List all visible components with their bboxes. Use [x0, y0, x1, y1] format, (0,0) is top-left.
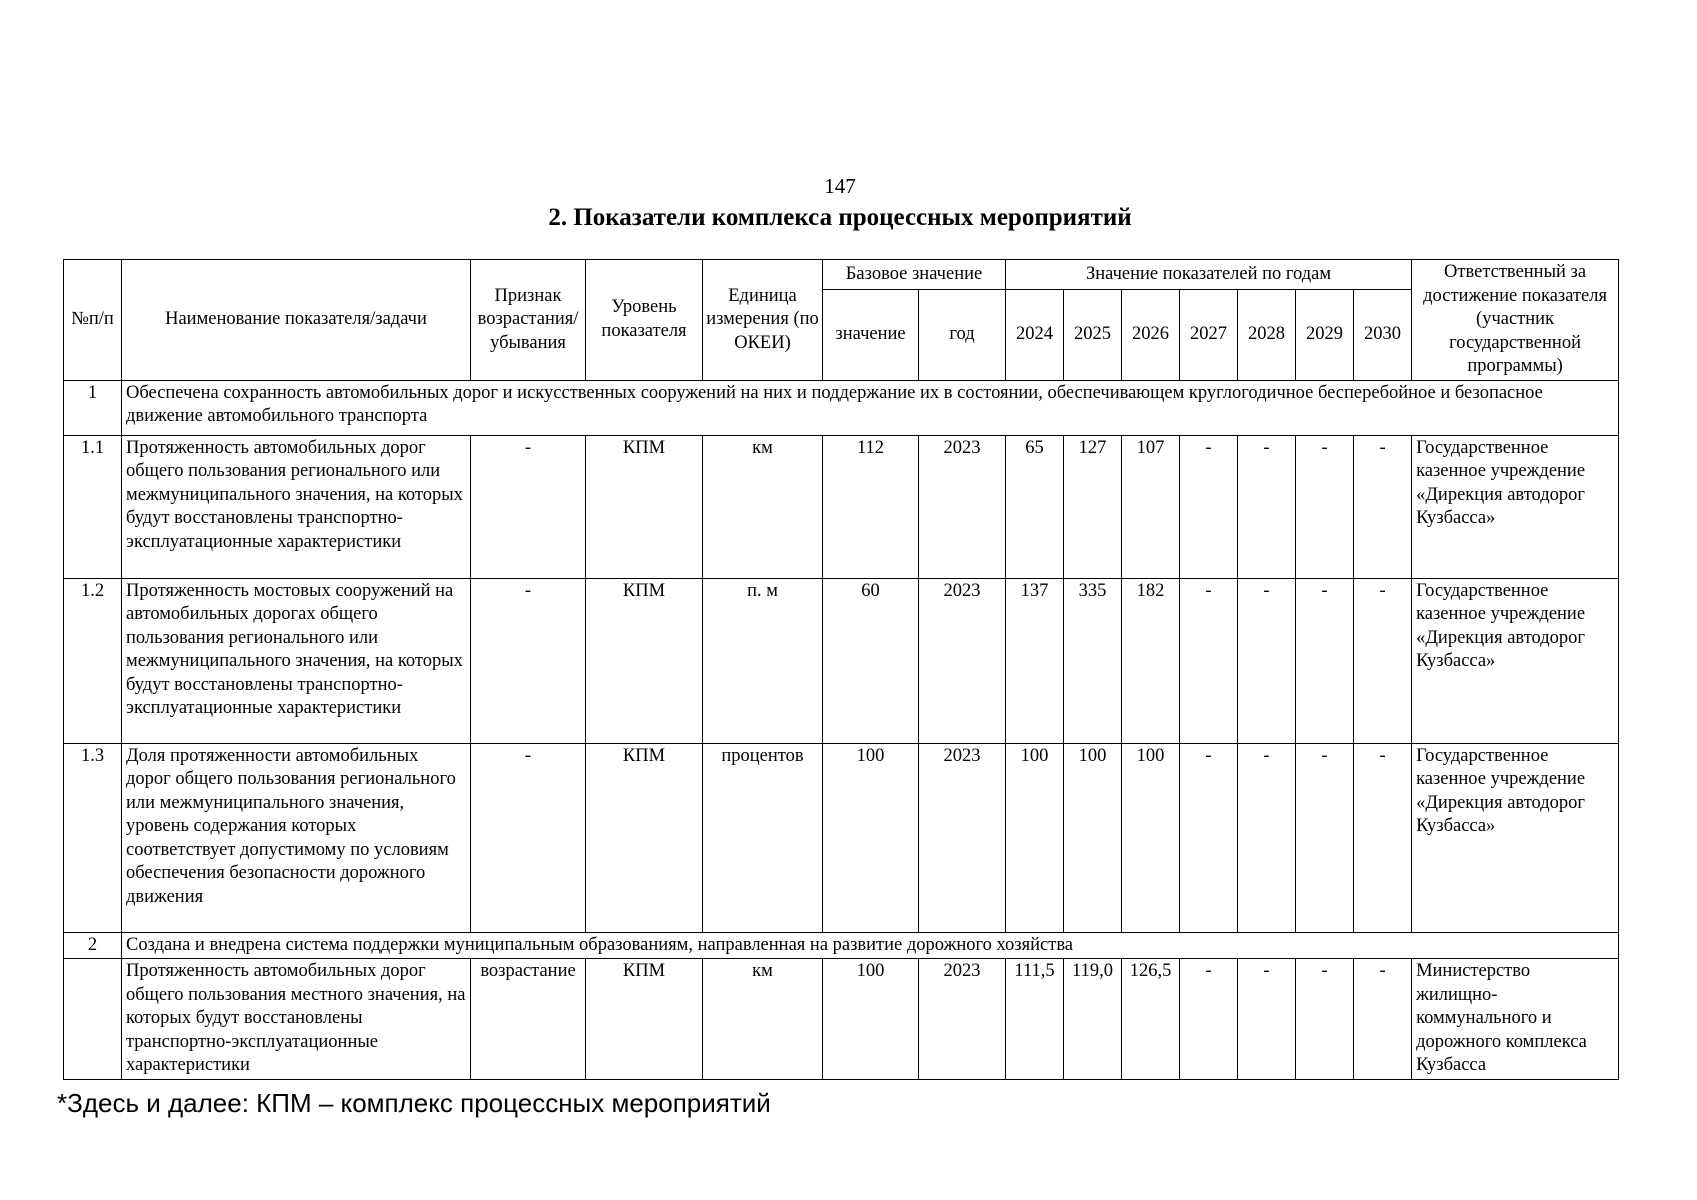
- row-sign: -: [471, 743, 586, 932]
- section-row: [64, 380, 1619, 435]
- row-responsible: Государственное казенное учреждение «Дирекция автодорог Кузбасса»: [1412, 435, 1619, 578]
- header-year-2025: 2025: [1064, 290, 1122, 380]
- row-unit: п. м: [703, 578, 823, 743]
- header-year-2027: 2027: [1180, 290, 1238, 380]
- row-value-2025: 127: [1064, 435, 1122, 578]
- header-unit: Единица измерения (по ОКЕИ): [703, 260, 823, 381]
- table-row: [64, 959, 1619, 1080]
- row-name: Протяженность автомобильных дорог общего пользования местного значения, на которых будут восстановлены транспортно-эксплуатационные характеристики: [122, 959, 471, 1080]
- indicators-table: [63, 259, 1619, 1080]
- header-base-value: значение: [823, 290, 919, 380]
- row-sign: возрастание: [471, 959, 586, 1080]
- header-base: Базовое значение: [823, 260, 1006, 290]
- row-value-2026: 182: [1122, 578, 1180, 743]
- row-responsible: Министерство жилищно-коммунального и дорожного комплекса Кузбасса: [1412, 959, 1619, 1080]
- row-value-2028: -: [1238, 959, 1296, 1080]
- row-base-year: 2023: [919, 578, 1006, 743]
- row-unit: км: [703, 959, 823, 1080]
- row-value-2030: -: [1354, 578, 1412, 743]
- header-years-group: Значение показателей по годам: [1006, 260, 1412, 290]
- row-value-2030: -: [1354, 959, 1412, 1080]
- page-number: 147: [824, 174, 856, 198]
- row-value-2028: -: [1238, 435, 1296, 578]
- row-level: КПМ: [586, 435, 703, 578]
- row-num: [64, 959, 122, 1080]
- section-row: [64, 932, 1619, 959]
- header-responsible: Ответственный за достижение показателя (участник государственной программы): [1412, 260, 1619, 381]
- row-level: КПМ: [586, 743, 703, 932]
- header-year-2030: 2030: [1354, 290, 1412, 380]
- row-sign: -: [471, 435, 586, 578]
- header-year-2024: 2024: [1006, 290, 1064, 380]
- row-value-2027: -: [1180, 743, 1238, 932]
- row-value-2029: -: [1296, 435, 1354, 578]
- section-title: Создана и внедрена система поддержки муниципальным образованиям, направленная на развитие дорожного хозяйства: [122, 932, 1619, 959]
- row-base-year: 2023: [919, 435, 1006, 578]
- row-value-2025: 335: [1064, 578, 1122, 743]
- row-value-2027: -: [1180, 959, 1238, 1080]
- row-value-2030: -: [1354, 435, 1412, 578]
- page-title: 2. Показатели комплекса процессных мероприятий: [548, 204, 1132, 231]
- header-sign: Признак возрастания/ убывания: [471, 260, 586, 381]
- row-value-2024: 65: [1006, 435, 1064, 578]
- row-num: 1.2: [64, 578, 122, 743]
- header-year-2028: 2028: [1238, 290, 1296, 380]
- row-value-2025: 100: [1064, 743, 1122, 932]
- row-value-2026: 107: [1122, 435, 1180, 578]
- table-row: [64, 743, 1619, 932]
- row-value-2027: -: [1180, 435, 1238, 578]
- row-base-value: 100: [823, 959, 919, 1080]
- header-name: Наименование показателя/задачи: [122, 260, 471, 381]
- row-value-2029: -: [1296, 578, 1354, 743]
- header-num: №п/п: [64, 260, 122, 381]
- row-value-2026: 100: [1122, 743, 1180, 932]
- header-base-year: год: [919, 290, 1006, 380]
- row-value-2024: 137: [1006, 578, 1064, 743]
- row-value-2029: -: [1296, 959, 1354, 1080]
- row-level: КПМ: [586, 959, 703, 1080]
- row-num: 1.3: [64, 743, 122, 932]
- row-value-2027: -: [1180, 578, 1238, 743]
- row-name: Протяженность автомобильных дорог общего пользования регионального или межмуниципального значения, на которых будут восстановлены транспортно-эксплуатационные характеристики: [122, 435, 471, 578]
- footnote: *Здесь и далее: КПМ – комплекс процессных мероприятий: [57, 1088, 771, 1118]
- section-num: 2: [64, 932, 122, 959]
- row-value-2026: 126,5: [1122, 959, 1180, 1080]
- row-base-value: 60: [823, 578, 919, 743]
- row-base-value: 100: [823, 743, 919, 932]
- row-num: 1.1: [64, 435, 122, 578]
- row-value-2030: -: [1354, 743, 1412, 932]
- row-responsible: Государственное казенное учреждение «Дирекция автодорог Кузбасса»: [1412, 743, 1619, 932]
- row-level: КПМ: [586, 578, 703, 743]
- row-unit: км: [703, 435, 823, 578]
- row-value-2028: -: [1238, 578, 1296, 743]
- header-year-2026: 2026: [1122, 290, 1180, 380]
- row-base-year: 2023: [919, 743, 1006, 932]
- header-year-2029: 2029: [1296, 290, 1354, 380]
- row-value-2024: 100: [1006, 743, 1064, 932]
- row-unit: процентов: [703, 743, 823, 932]
- row-sign: -: [471, 578, 586, 743]
- row-name: Доля протяженности автомобильных дорог общего пользования регионального или межмуниципального значения, уровень содержания которых соответствует допустимому по условиям обеспечения безопасности дорожного движения: [122, 743, 471, 932]
- row-base-value: 112: [823, 435, 919, 578]
- row-base-year: 2023: [919, 959, 1006, 1080]
- section-title: Обеспечена сохранность автомобильных дорог и искусственных сооружений на них и поддержание их в состоянии, обеспечивающем круглогодичное бесперебойное и безопасное движение автомобильного транспорта: [122, 380, 1619, 435]
- row-name: Протяженность мостовых сооружений на автомобильных дорогах общего пользования регионального или межмуниципального значения, на которых будут восстановлены транспортно-эксплуатационные характеристики: [122, 578, 471, 743]
- row-value-2029: -: [1296, 743, 1354, 932]
- row-responsible: Государственное казенное учреждение «Дирекция автодорог Кузбасса»: [1412, 578, 1619, 743]
- section-num: 1: [64, 380, 122, 435]
- row-value-2028: -: [1238, 743, 1296, 932]
- table-row: [64, 578, 1619, 743]
- row-value-2025: 119,0: [1064, 959, 1122, 1080]
- row-value-2024: 111,5: [1006, 959, 1064, 1080]
- table-row: [64, 435, 1619, 578]
- header-level: Уровень показателя: [586, 260, 703, 381]
